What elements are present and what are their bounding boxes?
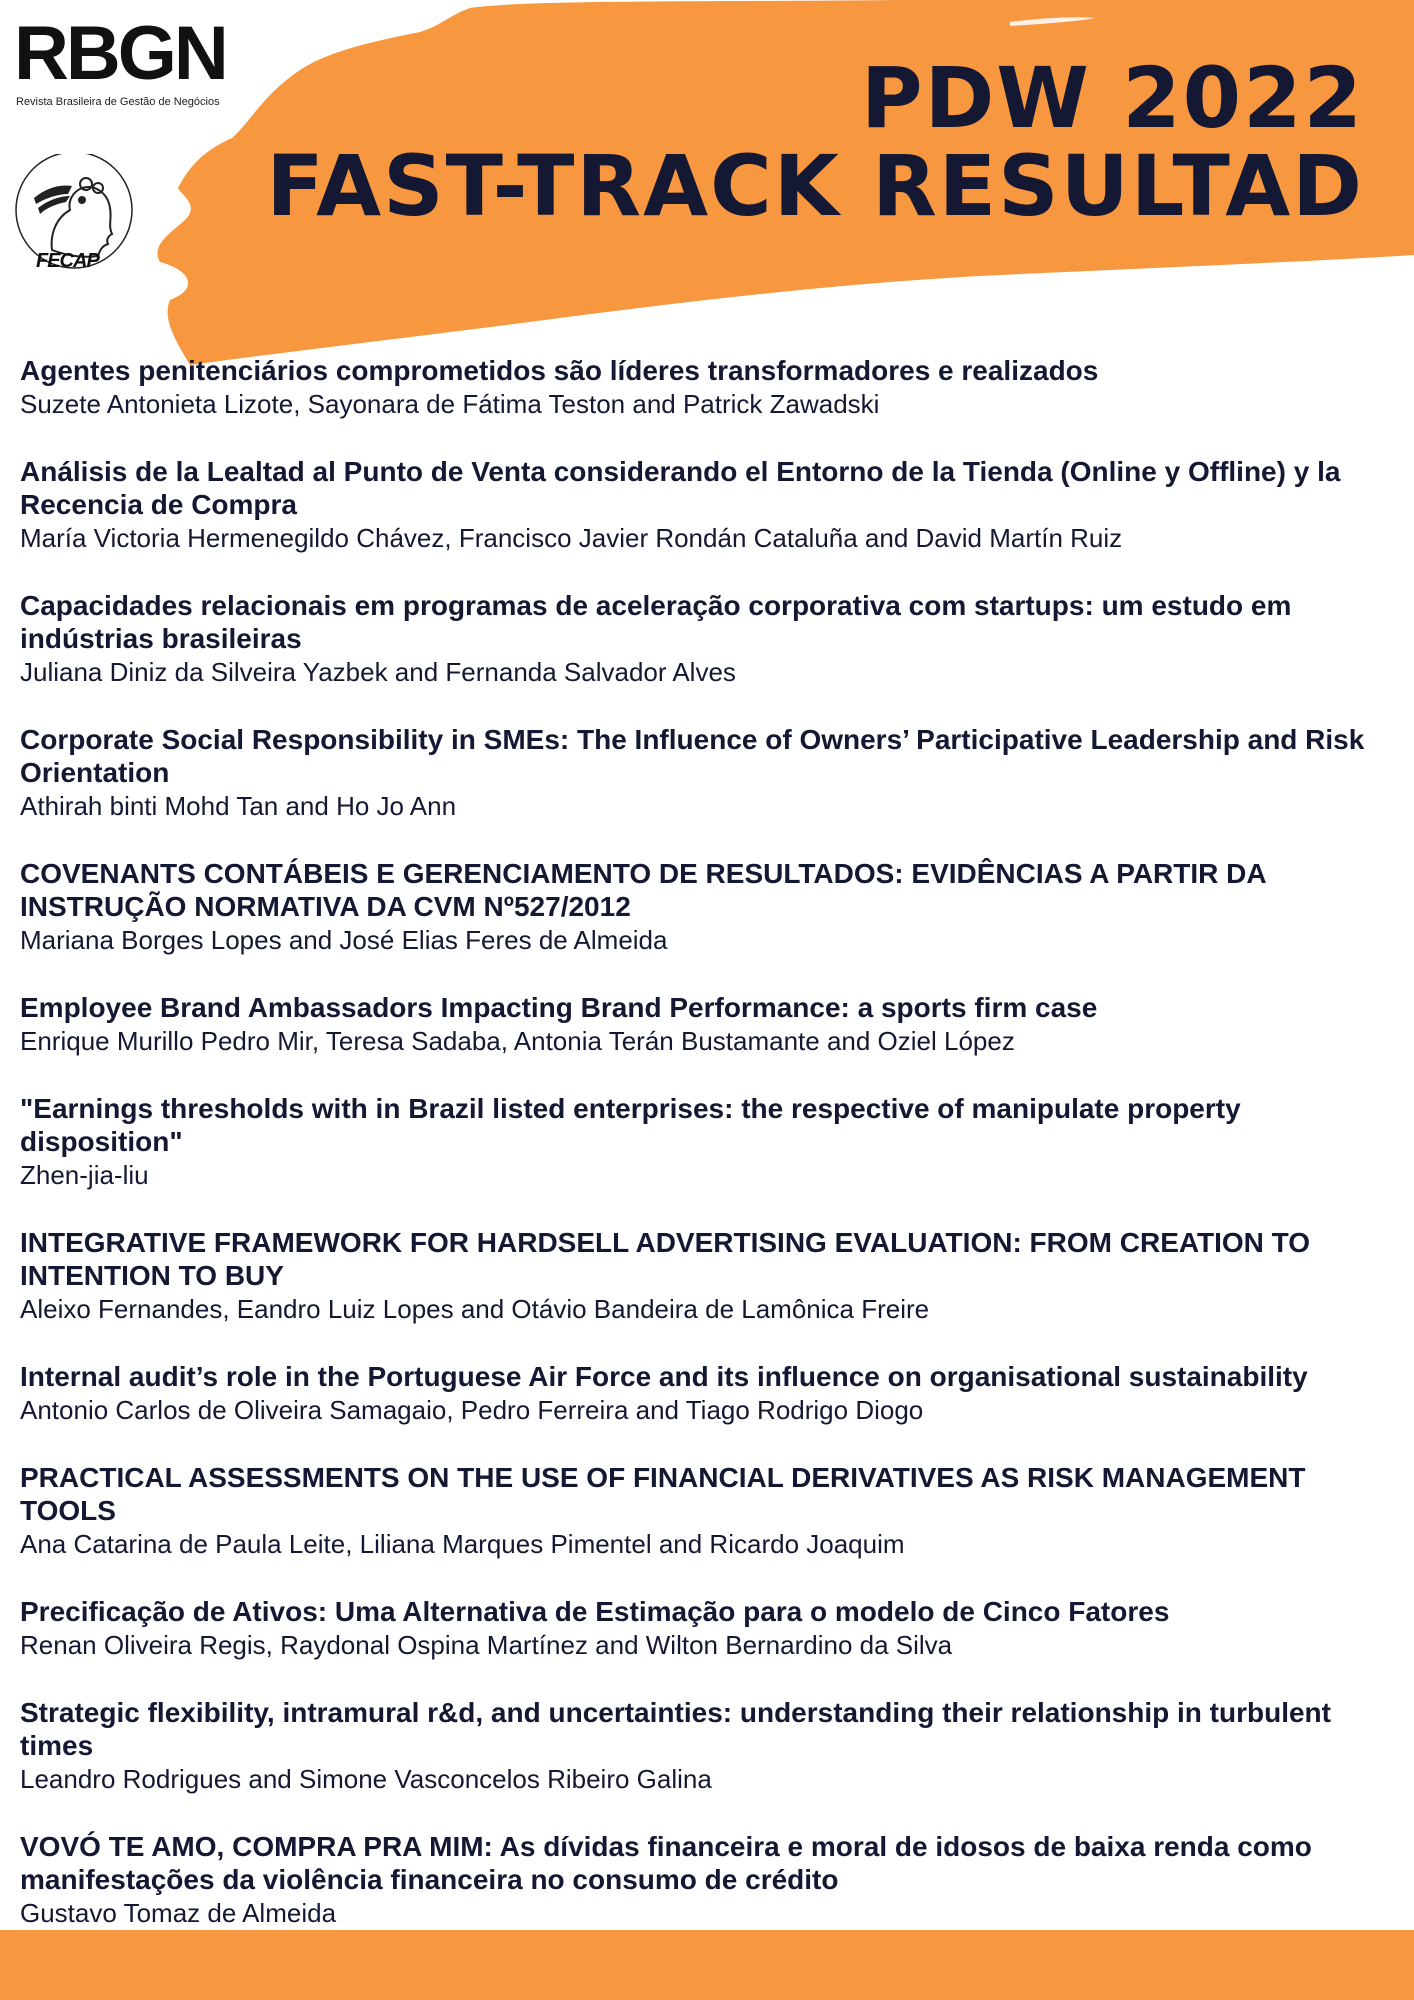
paper-entry: [20, 1461, 1380, 1561]
paper-entry: [20, 857, 1380, 957]
rbgn-logo: RBGN: [14, 11, 226, 96]
paper-entry: [20, 1696, 1380, 1796]
paper-title: Corporate Social Responsibility in SMEs: The Influence of Owners’ Participative Leadership and Risk Orientation: [20, 724, 1365, 788]
paper-entry: [20, 1360, 1380, 1427]
page-title: [266, 49, 1364, 235]
paper-entry: [20, 1595, 1380, 1662]
paper-title: Strategic flexibility, intramural r&d, and uncertainties: understanding their relationship in turbulent times: [20, 1697, 1331, 1761]
paper-entry: [20, 991, 1380, 1058]
paper-authors: Antonio Carlos de Oliveira Samagaio, Pedro Ferreira and Tiago Rodrigo Diogo: [20, 1395, 924, 1425]
paper-authors: Renan Oliveira Regis, Raydonal Ospina Martínez and Wilton Bernardino da Silva: [20, 1630, 953, 1660]
paper-entry: [20, 589, 1380, 689]
paper-authors: Aleixo Fernandes, Eandro Luiz Lopes and Otávio Bandeira de Lamônica Freire: [20, 1294, 930, 1324]
paper-authors: Suzete Antonieta Lizote, Sayonara de Fátima Teston and Patrick Zawadski: [20, 389, 880, 419]
paper-entry: [20, 723, 1380, 823]
paper-title: VOVÓ TE AMO, COMPRA PRA MIM: As dívidas financeira e moral de idosos de baixa renda como manifestações da violência financeira no consumo de crédito: [20, 1831, 1312, 1895]
paper-title: "Earnings thresholds with in Brazil listed enterprises: the respective of manipulate property disposition": [20, 1093, 1241, 1157]
paper-entry: [20, 455, 1380, 555]
paper-authors: Ana Catarina de Paula Leite, Liliana Marques Pimentel and Ricardo Joaquim: [20, 1529, 905, 1559]
paper-title: PRACTICAL ASSESSMENTS ON THE USE OF FINANCIAL DERIVATIVES AS RISK MANAGEMENT TOOLS: [20, 1462, 1306, 1526]
paper-authors: María Victoria Hermenegildo Chávez, Francisco Javier Rondán Cataluña and David Martín Ruiz: [20, 523, 1123, 553]
paper-authors: Mariana Borges Lopes and José Elias Feres de Almeida: [20, 925, 668, 955]
paper-title: Capacidades relacionais em programas de aceleração corporativa com startups: um estudo em indústrias brasileiras: [20, 590, 1292, 654]
paper-title: Análisis de la Lealtad al Punto de Venta considerando el Entorno de la Tienda (Online y Offline) y la Recencia de Compra: [20, 456, 1341, 520]
title-line-2: FAST-TRACK RESULTAD: [266, 137, 1364, 235]
paper-authors: Enrique Murillo Pedro Mir, Teresa Sadaba, Antonia Terán Bustamante and Oziel López: [20, 1026, 1015, 1056]
paper-list: [20, 354, 1380, 1964]
paper-authors: Leandro Rodrigues and Simone Vasconcelos Ribeiro Galina: [20, 1764, 712, 1794]
paper-entry: [20, 1226, 1380, 1326]
paper-title: INTEGRATIVE FRAMEWORK FOR HARDSELL ADVERTISING EVALUATION: FROM CREATION TO INTENTION TO BUY: [20, 1227, 1311, 1291]
rbgn-logo-subtitle: Revista Brasileira de Gestão de Negócios: [16, 96, 220, 108]
paper-title: Agentes penitenciários comprometidos são líderes transformadores e realizados: [20, 355, 1099, 386]
paper-entry: [20, 354, 1380, 421]
paper-title: Employee Brand Ambassadors Impacting Brand Performance: a sports firm case: [20, 992, 1098, 1023]
paper-title: COVENANTS CONTÁBEIS E GERENCIAMENTO DE RESULTADOS: EVIDÊNCIAS A PARTIR DA INSTRUÇÃO NORMATIVA DA CVM Nº527/2012: [20, 858, 1266, 922]
paper-title: Precificação de Ativos: Uma Alternativa de Estimação para o modelo de Cinco Fatores: [20, 1596, 1170, 1627]
paper-authors: Gustavo Tomaz de Almeida: [20, 1898, 337, 1928]
paper-entry: [20, 1830, 1380, 1930]
fecap-logo-label: FECAP: [36, 250, 99, 272]
title-line-1: PDW 2022: [861, 49, 1364, 147]
paper-title: Internal audit’s role in the Portuguese Air Force and its influence on organisational sustainability: [20, 1361, 1308, 1392]
paper-authors: Juliana Diniz da Silveira Yazbek and Fernanda Salvador Alves: [20, 657, 736, 687]
paper-entry: [20, 1092, 1380, 1192]
paper-authors: Zhen-jia-liu: [20, 1160, 149, 1190]
paper-authors: Athirah binti Mohd Tan and Ho Jo Ann: [20, 791, 457, 821]
